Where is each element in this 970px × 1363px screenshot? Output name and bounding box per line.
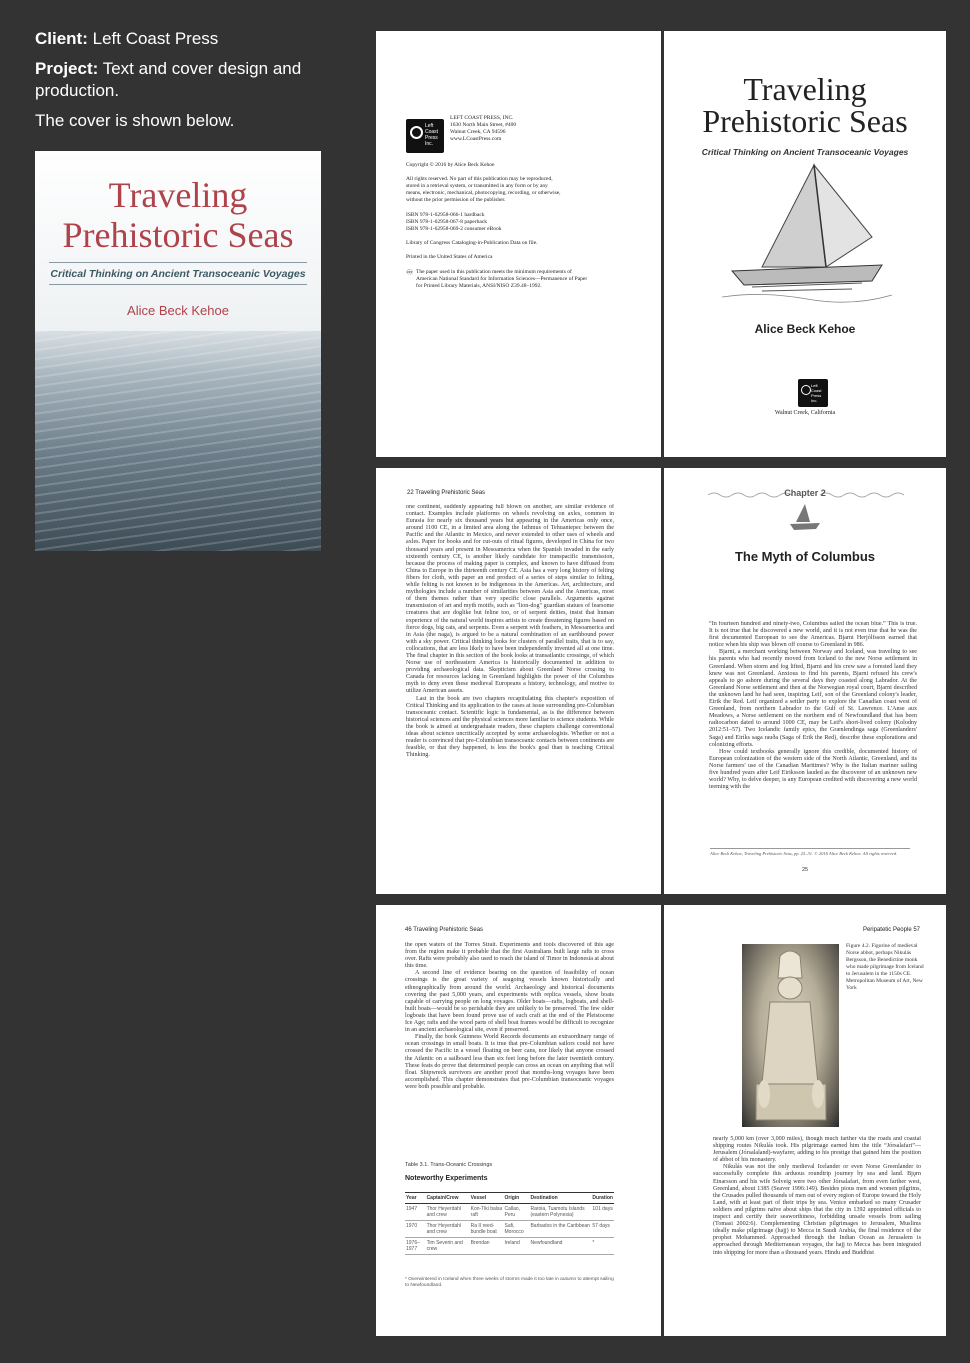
title-page-city: Walnut Creek, California bbox=[774, 410, 836, 416]
column-header: Captain/Crew bbox=[426, 1193, 470, 1204]
canoe-sail-icon bbox=[788, 502, 822, 532]
page46-para3: Finally, the book Guinness World Records documents an extraordinary range of ocean crossings in small boats. It is true that pre-Columbian sailors could not have crossed the Pacific in a vessel floating on beer cans, nor likely that anyone crossed the Atlantic on a sailboard less than six feet long before the later twentieth century. These feats do prove that determined people can cross an ocean on anything that will float. Shipwreck survivors are another proof that months-long voyages have been accomplished. This chapter demonstrates that pre-Columbian transoceanic voyages were both possible and probable. bbox=[405, 1034, 614, 1090]
title-page-title-line2: Prehistoric Seas bbox=[702, 103, 908, 139]
title-page-subtitle: Critical Thinking on Ancient Transoceanic Voyages bbox=[701, 147, 909, 157]
outrigger-canoe-illustration bbox=[722, 159, 892, 304]
table-cell: Ra II reed-bundle boat bbox=[470, 1221, 504, 1238]
title-page-title-line1: Traveling bbox=[743, 71, 867, 107]
page25-para3: How could textbooks generally ignore this credible, documented history of European colonization of the western side of the North Atlantic, Greenland, and its Norse farmers' use of the Canadian Maritimes? Why is the Italian mariner sailing five hundred years after Leif Eiriksson lauded as the discoverer of an unknown new world? Why, to delve deeper, is any European credited with discovering a new world teeming with the bbox=[709, 748, 917, 791]
table-cell: Kon-Tiki balsa raft bbox=[470, 1204, 504, 1221]
table-caption: Table 3.1. Trans-Oceanic Crossings bbox=[405, 1162, 493, 1168]
page46-para1: the open waters of the Torres Strait. Experiments and tools discovered of this age from the region make it probable that the first Australians built large rafts to cross over. Rafts were probably also used to reach the island of Timor in Indonesia at about this time. bbox=[405, 942, 614, 970]
page57-para1: nearly 5,000 km (over 3,000 miles), though much farther via the roads and coastal shipping routes Nikulás took. His pilgrimage earned him the title “Jórsalafari”—Jerusalem (Jórsalaland)-wayfarer, adding to his prestige that gained him the position of abbot of his monastery. bbox=[713, 1136, 921, 1164]
table-cell: 1947 bbox=[405, 1204, 426, 1221]
cover-rule-bottom bbox=[49, 284, 307, 285]
interior-page-57 bbox=[664, 905, 946, 1336]
recycle-icon: ♾ bbox=[406, 268, 414, 277]
paper-note: ♾ The paper used in this publication meets the minimum requirements of American National Standard for Information Sciences—Permanence of Paper for Printed Library Materials, ANSI/NISO Z39.48–1992. bbox=[406, 268, 588, 289]
project-intro bbox=[35, 28, 335, 140]
table-header-row bbox=[405, 1193, 614, 1204]
table-cell: 57 days bbox=[591, 1221, 614, 1238]
page25-footer: Alice Beck Kehoe, Traveling Prehistoric Seas, pp. 25–31. © 2016 Alice Beck Kehoe. All rights reserved. bbox=[710, 848, 910, 856]
project-line: Project: Text and cover design and production. bbox=[35, 59, 302, 100]
chapter-opener-page-25 bbox=[664, 468, 946, 894]
table-title: Noteworthy Experiments bbox=[405, 1175, 488, 1182]
title-page-publisher-logo: Left Coast Press Inc. bbox=[798, 379, 828, 407]
publisher-address: LEFT COAST PRESS, INC. 1630 North Main Street, #400 Walnut Creek, CA 94596 www.LCoastPress.com bbox=[450, 115, 517, 142]
table-cell: Brendan bbox=[470, 1238, 504, 1255]
page25-body bbox=[709, 621, 917, 843]
running-head: 46 Traveling Prehistoric Seas bbox=[405, 927, 484, 933]
copyright-line: Copyright © 2016 by Alice Beck Kehoe bbox=[406, 162, 495, 168]
page25-para1: “In fourteen hundred and ninety-two, Columbus sailed the ocean blue.” This is true. It is not true that he discovered a new world, and it is not even true that he was the first documented European to see the Americas. Bjarni Herjólfsson earned that notice when his ship was blown off course to Greenland in 986. bbox=[709, 621, 917, 649]
rights-notice: All rights reserved. No part of this publication may be reproduced, stored in a retrieval system, or transmitted in any form or by any means, electronic, mechanical, photocopying, recording, or otherwise, without the prior permission of the publisher. bbox=[406, 176, 561, 203]
table-cell: Barbados in the Caribbean bbox=[529, 1221, 591, 1238]
table-cell: Ireland bbox=[504, 1238, 530, 1255]
running-head: 22 Traveling Prehistoric Seas bbox=[407, 490, 486, 496]
cover-title-line1: Traveling bbox=[108, 175, 248, 215]
table-cell: Raroia, Tuamotu Islands (eastern Polynesia) bbox=[529, 1204, 591, 1221]
table-footnote: * Overwintered in Iceland when three weeks of storms made it too late in autumn to attempt sailing to Newfoundland. bbox=[405, 1277, 614, 1288]
running-head: Peripatetic People 57 bbox=[862, 927, 920, 933]
crossings-table bbox=[405, 1192, 614, 1255]
column-header: Vessel bbox=[470, 1193, 504, 1204]
page57-para2: Nikulás was not the only medieval Icelander or even Norse Greenlander to successfully complete this arduous roundtrip journey by sea and land. Bjǫrn Einarsson and his wife Solveig were two other Jórsalafari, from even farther west, Greenland, about 1385 (Seaver 1996:149). Besides pious men and women pilgrims, the Crusades pulled thousands of men out of every region of Europe toward the Holy Land, with at least part of their trips by sea. Venice embarked so many Crusader soldiers and pilgrims naïve about ships that the city in 1392 appointed officials to inspect and certify their seaworthiness, forbidding unsafe vessels from sailing (Tomasi 2002:6). Complementing Christian pilgrimages to Jerusalem, Muslims ideally make pilgrimage (hajj) to Mecca in Saudi Arabia, the final residence of the prophet Mohammed. Approached through the Indian Ocean as Jerusalem is approached through Mediterranean voyages, the hajj to Mecca has been integrated into shipping for more than a thousand years. Hindu and Buddhist bbox=[713, 1164, 921, 1256]
page22-body bbox=[406, 504, 614, 864]
table-row bbox=[405, 1238, 614, 1255]
title-page-logo-mark bbox=[801, 385, 811, 395]
copyright-page bbox=[376, 31, 661, 457]
cover-note: The cover is shown below. bbox=[35, 111, 235, 130]
isbn-list: ISBN 978-1-62958-066-1 hardback ISBN 978-1-62958-067-8 paperback ISBN 978-1-62958-069-2 consumer eBook bbox=[406, 212, 502, 232]
table-cell: Thor Heyerdahl and crew bbox=[426, 1221, 470, 1238]
page46-para2: A second line of evidence bearing on the question of feasibility of ocean crossings is the great variety of seagoing vessels known historically and ethnographically from around the world. Archaeology and historical documents covering the past 5,000 years, and experiments with replica vessels, show boats capable of carrying people on long voyages. Older boats—rafts, logboats, and shell-built boats—would be so perishable they are unlikely to be preserved. The few older logboats that have been found prove use of such craft at the end of the Pleistocene Ice Age; rafts and the wood parts of shell boat frames would be difficult to recognize in an ancient archaeological site, even if preserved. bbox=[405, 970, 614, 1034]
column-header: Duration bbox=[591, 1193, 614, 1204]
page22-para2: Last in the book are two chapters recapitulating this chapter's exposition of Critical Thinking and its application to the cases at issue surrounding pre-Columbian transoceanic contact. Scientific logic is fundamental, as is the difference between historical sciences and the physical sciences more familiar to science students. While the book is aimed at undergraduate readers, these chapters challenge conventional ideas about science uncritically accepted by some archaeologists. Whether or not a reader is convinced that pre-Columbian transoceanic contacts between continents are feasible, or that they happened, is less the book's goal than is teaching Critical Thinking. bbox=[406, 695, 614, 759]
table-cell: Callao, Peru bbox=[504, 1204, 530, 1221]
cover-title-line2: Prehistoric Seas bbox=[62, 215, 294, 255]
table-cell: Thor Heyerdahl and crew bbox=[426, 1204, 470, 1221]
table-cell: Safi, Morocco bbox=[504, 1221, 530, 1238]
page25-para2: Bjarni, a merchant working between Norway and Iceland, was traveling to see his parents who had recently moved from Iceland to the new Norse settlement in Greenland. When storm and fog lifted, Bjarni and his crew saw a forested land they knew was not Greenland. Anxious to find his parents, Bjarni refused his crew's appeals to go ashore during the several days they coasted along Labrador. At the Greenland Norse settlement and then at the Norwegian royal court, Bjarni described the unknown land he had seen, inspiring Leif, son of the Greenland colony's leader, Eirik the Red. Leif organized a settler party to explore the Canadian coast west of Greenland, from northern Labrador to the Gulf of St. Lawrence. L'Anse aux Meadows, a Norse settlement on the northern end of Newfoundland that has been radiocarbon dated to around 1000 CE, may be Leif's short-lived colony (Kolodny 2012:51–57). Two Icelandic family epics, the Grænlendinga saga (Greenlanders' Saga) and Eiríks saga rauða (Saga of Erik the Red), describe these explorations and colonizing efforts. bbox=[709, 649, 917, 748]
table-row bbox=[405, 1204, 614, 1221]
table-cell: 1970 bbox=[405, 1221, 426, 1238]
interior-page-22 bbox=[376, 468, 661, 894]
title-page-author: Alice Beck Kehoe bbox=[754, 322, 856, 336]
table-cell: Tim Severin and crew bbox=[426, 1238, 470, 1255]
chapter-title: The Myth of Columbus bbox=[734, 549, 876, 564]
interior-page-46 bbox=[376, 905, 661, 1336]
printed-note: Printed in the United States of America bbox=[406, 254, 493, 260]
figurine-shape bbox=[742, 944, 839, 1127]
client-line: Client: Left Coast Press bbox=[35, 29, 219, 48]
cover-ocean-image bbox=[35, 331, 321, 551]
title-page bbox=[664, 31, 946, 457]
figure-caption: Figure 4.2. Figurine of medieval Norse abbot, perhaps Nikulás Bergsson, the Benedictine monk who made pilgrimage from Iceland to Jerusalem in the 1150s CE. Metropolitan Museum of Art, New York bbox=[846, 943, 924, 991]
cover-rule-top bbox=[49, 262, 307, 263]
chapter-label: Chapter 2 bbox=[784, 488, 826, 498]
table-cell: * bbox=[591, 1238, 614, 1255]
column-header: Year bbox=[405, 1193, 426, 1204]
cover-subtitle: Critical Thinking on Ancient Transoceanic Voyages bbox=[50, 268, 306, 280]
page22-para1: one continent, suddenly appearing full blown on another, are similar evidence of contact. Examples include platforms on wheels revolving on axles, common in Eurasia for nearly six thousand years but appearing in the Americas only once, around 1100 CE, in a limited area along the Isthmus of Tehuantepec between the Pacific and the Atlantic in Mexico, and never extended to other uses of wheels and axles. Paper for books and for cut-outs of ritual figures, developed in China for two thousand years and present in Mesoamerica when the Spanish invaded in the early sixteenth century CE, is another likely candidate for transpacific transmission, because the process of making paper is complex, and known to have diffused from China to Europe in the thirteenth century CE. Asia has a very long history of felting fibers for cloth, with paper an end product of a series of steps similar to felting, while felting is not known to be indigenous in the Americas. Art, architecture, and mythologies include a number of similarities between Asia and the Americas, most of them themes rather than very specific close parallels. Arguments against transmission of art and myth motifs, such as "lion-dog" guardian statues of fearsome creatures that are doglike but feline too, or of serpent deities, insist that human experience of the natural world inspires artists to create threatening figures based on fierce dogs, big cats, and serpents. Even a serpent with feathers, in Mesoamerica and in Asia (the naga), is argued to be a natural combination of an earthbound power with a sky power. Critical thinking looks for clusters of parallel traits, that is to say, collocations, that are less likely to have been independently invented all at one time. The final chapter in this section of the book looks at transatlantic crossings, of which Norse use of northeastern America is historically documented in addition to providing archaeological data. Skepticism about Greenland Norse crossing to Canada for resources lacking in Greenland highlights the power of the Columbus myth to deny even these medieval Europeans a history, technology, and motive to utilize American assets. bbox=[406, 504, 614, 695]
book-cover bbox=[35, 151, 321, 551]
column-header: Origin bbox=[504, 1193, 530, 1204]
table-cell: 101 days bbox=[591, 1204, 614, 1221]
column-header: Destination bbox=[529, 1193, 591, 1204]
publisher-logo-mark bbox=[410, 126, 423, 139]
table-cell: 1976–1977 bbox=[405, 1238, 426, 1255]
abbot-figurine-photo bbox=[742, 944, 839, 1127]
page46-body bbox=[405, 942, 614, 1156]
publisher-logo: Left Coast Press Inc. bbox=[406, 119, 444, 153]
table-row bbox=[405, 1221, 614, 1238]
page57-body bbox=[713, 1136, 921, 1328]
table-cell: Newfoundland bbox=[529, 1238, 591, 1255]
cover-author: Alice Beck Kehoe bbox=[127, 303, 229, 318]
cip-note: Library of Congress Cataloging-in-Publication Data on file. bbox=[406, 240, 538, 246]
page-number: 25 bbox=[801, 867, 809, 873]
